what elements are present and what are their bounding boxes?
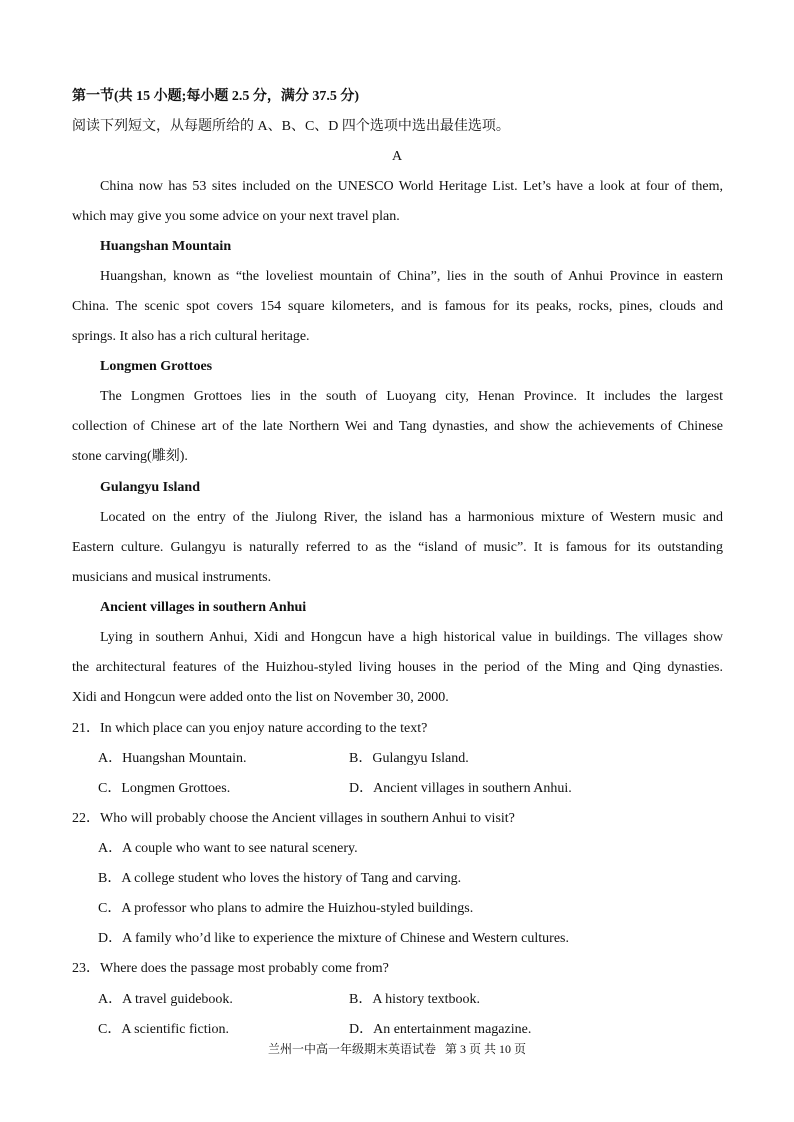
- site-heading: Ancient villages in southern Anhui: [100, 600, 307, 615]
- answer-option: D．Ancient villages in southern Anhui.: [349, 781, 572, 796]
- answer-option: D．An entertainment magazine.: [349, 1022, 532, 1037]
- answer-option: D．A family who’d like to experience the mixture of Chinese and Western cultures.: [98, 931, 569, 946]
- site-line: Huangshan, known as “the loveliest mountain of China”, lies in the south of Anhui Province in eastern: [100, 269, 723, 284]
- question-stem: 21．In which place can you enjoy nature according to the text?: [72, 721, 428, 736]
- intro-line: which may give you some advice on your next travel plan.: [72, 209, 400, 224]
- answer-option: A．Huangshan Mountain.: [98, 751, 247, 766]
- answer-option: B．A college student who loves the history of Tang and carving.: [98, 871, 462, 886]
- site-heading: Gulangyu Island: [100, 480, 200, 495]
- site-line: collection of Chinese art of the late Northern Wei and Tang dynasties, and show the achievements of Chinese: [72, 419, 723, 434]
- section-header: 第一节(共 15 小题;每小题 2.5 分，满分 37.5 分): [72, 89, 359, 104]
- site-line: stone carving(雕刻).: [72, 449, 188, 464]
- passage-label: A: [391, 149, 403, 164]
- site-line: China. The scenic spot covers 154 square kilometers, and is famous for its peaks, rocks, pines, clouds and: [72, 299, 723, 314]
- exam-title: 兰州一中高一年级期末英语试卷: [267, 1042, 436, 1056]
- answer-option: A．A couple who want to see natural scenery.: [98, 841, 358, 856]
- intro-line: China now has 53 sites included on the UNESCO World Heritage List. Let’s have a look at four of them,: [100, 179, 723, 194]
- site-line: musicians and musical instruments.: [72, 570, 272, 585]
- site-line: Eastern culture. Gulangyu is naturally referred to as the “island of music”. It is famous for its outstanding: [72, 540, 723, 555]
- site-line: springs. It also has a rich cultural heritage.: [72, 329, 310, 344]
- site-heading: Huangshan Mountain: [100, 239, 232, 254]
- answer-option: C．Longmen Grottoes.: [98, 781, 231, 796]
- page-footer: [0, 1041, 794, 1057]
- site-line: Lying in southern Anhui, Xidi and Hongcun have a high historical value in buildings. The villages show: [100, 630, 723, 645]
- answer-option: A．A travel guidebook.: [98, 992, 233, 1007]
- site-line: the architectural features of the Huizhou-styled living houses in the period of the Ming and Qing dynasties.: [72, 660, 723, 675]
- question-stem: 22．Who will probably choose the Ancient villages in southern Anhui to visit?: [72, 811, 515, 826]
- site-line: Located on the entry of the Jiulong River, the island has a harmonious mixture of Western music and: [100, 510, 723, 525]
- site-line: Xidi and Hongcun were added onto the list on November 30, 2000.: [72, 690, 449, 705]
- instruction: 阅读下列短文，从每题所给的 A、B、C、D 四个选项中选出最佳选项。: [72, 119, 510, 134]
- question-stem: 23．Where does the passage most probably come from?: [72, 961, 389, 976]
- answer-option: C．A scientific fiction.: [98, 1022, 230, 1037]
- site-heading: Longmen Grottoes: [100, 359, 213, 374]
- site-line: The Longmen Grottoes lies in the south of Luoyang city, Henan Province. It includes the largest: [100, 389, 723, 404]
- answer-option: B．A history textbook.: [349, 992, 481, 1007]
- answer-option: C．A professor who plans to admire the Huizhou-styled buildings.: [98, 901, 474, 916]
- page-number: 第 3 页 共 10 页: [445, 1042, 527, 1056]
- answer-option: B．Gulangyu Island.: [349, 751, 469, 766]
